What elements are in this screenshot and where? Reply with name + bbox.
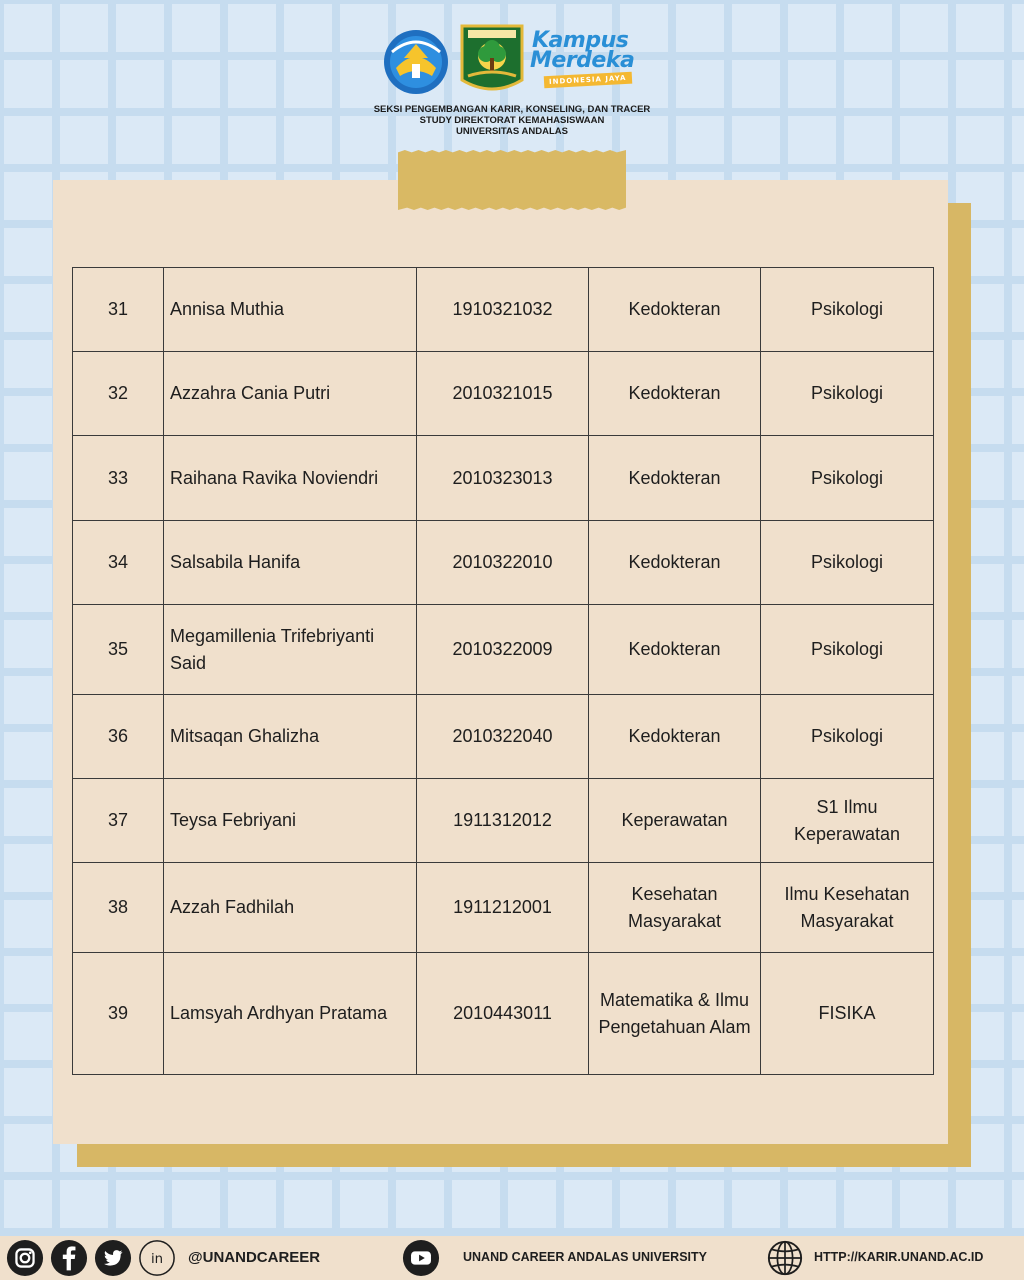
table-row [73,605,934,695]
social-handle[interactable]: @UNANDCAREER [188,1249,321,1266]
cell-program: Psikologi [761,605,934,695]
cell-nim: 1910321032 [417,268,589,352]
cell-nim: 2010321015 [417,352,589,436]
cell-name: Azzahra Cania Putri [164,352,417,436]
website-link[interactable]: HTTP://KARIR.UNAND.AC.ID [814,1250,984,1264]
table-row [73,268,934,352]
youtube-icon[interactable] [402,1239,440,1277]
cell-no: 38 [73,863,164,953]
cell-name: Megamillenia Trifebriyanti Said [164,605,417,695]
twitter-icon[interactable] [94,1239,132,1277]
cell-no: 34 [73,521,164,605]
facebook-icon[interactable] [50,1239,88,1277]
table-row [73,352,934,436]
cell-name: Azzah Fadhilah [164,863,417,953]
cell-faculty: Kedokteran [589,521,761,605]
kampus-logo-line1: Kampus [532,28,629,53]
cell-nim: 1911312012 [417,779,589,863]
svg-text:in: in [150,1251,164,1267]
cell-no: 31 [73,268,164,352]
cell-faculty: Kedokteran [589,352,761,436]
cell-faculty: Matematika & Ilmu Pengetahuan Alam [589,953,761,1075]
cell-name: Salsabila Hanifa [164,521,417,605]
organization-name [312,104,712,137]
table-row [73,779,934,863]
cell-program: Psikologi [761,521,934,605]
cell-name: Annisa Muthia [164,268,417,352]
cell-name: Mitsaqan Ghalizha [164,695,417,779]
cell-no: 32 [73,352,164,436]
org-line-3: UNIVERSITAS ANDALAS [456,126,568,137]
cell-no: 36 [73,695,164,779]
cell-program: Psikologi [761,695,934,779]
cell-no: 33 [73,436,164,521]
cell-faculty: Kedokteran [589,268,761,352]
cell-nim: 2010443011 [417,953,589,1075]
cell-faculty: Kedokteran [589,695,761,779]
tut-wuri-handayani-logo [382,28,450,96]
table-row [73,521,934,605]
cell-program: S1 Ilmu Keperawatan [761,779,934,863]
cell-nim: 2010322009 [417,605,589,695]
header-logos [382,24,652,98]
cell-program: Psikologi [761,268,934,352]
cell-name: Teysa Febriyani [164,779,417,863]
cell-faculty: Kedokteran [589,605,761,695]
unand-logo [460,24,524,98]
table-row [73,695,934,779]
cell-faculty: Kedokteran [589,436,761,521]
org-line-2: STUDY DIREKTORAT KEMAHASISWAAN [419,115,605,126]
cell-name: Lamsyah Ardhyan Pratama [164,953,417,1075]
participants-table [72,267,934,1075]
cell-nim: 1911212001 [417,863,589,953]
cell-no: 37 [73,779,164,863]
linkedin-icon[interactable] [138,1239,176,1277]
table-row [73,863,934,953]
cell-program: FISIKA [761,953,934,1075]
globe-icon [766,1239,804,1277]
kampus-logo-tag: INDONESIA JAYA [544,72,632,89]
cell-nim: 2010322040 [417,695,589,779]
cell-nim: 2010323013 [417,436,589,521]
cell-program: Psikologi [761,436,934,521]
cell-no: 39 [73,953,164,1075]
youtube-channel-name[interactable]: UNAND CAREER ANDALAS UNIVERSITY [463,1250,707,1264]
cell-nim: 2010322010 [417,521,589,605]
cell-program: Psikologi [761,352,934,436]
cell-program: Ilmu Kesehatan Masyarakat [761,863,934,953]
table-row [73,953,934,1075]
kampus-logo-line2: Merdeka [530,48,635,73]
cell-faculty: Kesehatan Masyarakat [589,863,761,953]
table-row [73,436,934,521]
instagram-icon[interactable] [6,1239,44,1277]
cell-name: Raihana Ravika Noviendri [164,436,417,521]
kampus-merdeka-logo [530,28,650,92]
org-line-1: SEKSI PENGEMBANGAN KARIR, KONSELING, DAN TRACER [373,104,651,115]
cell-no: 35 [73,605,164,695]
tape-decoration [398,150,626,210]
cell-faculty: Keperawatan [589,779,761,863]
